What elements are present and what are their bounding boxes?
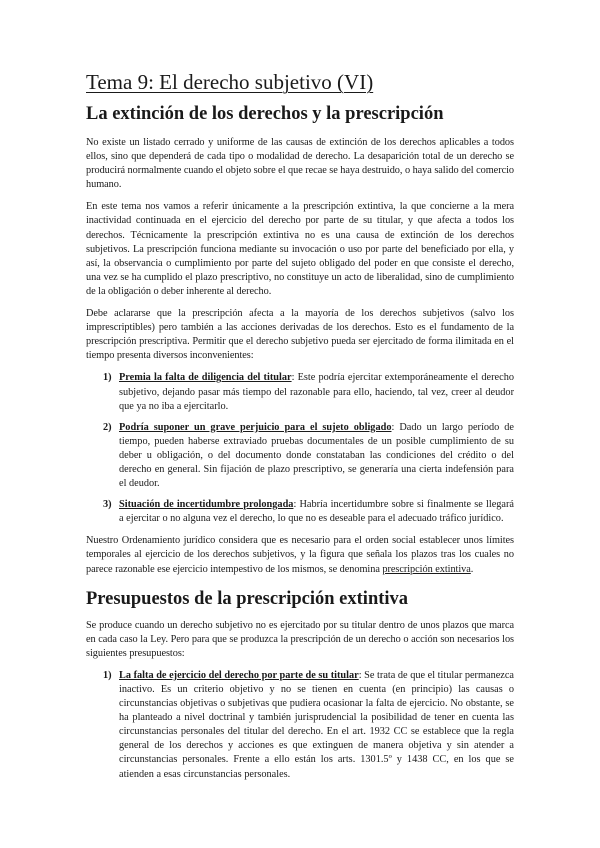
inconvenientes-list <box>86 371 514 526</box>
list-item-term: La falta de ejercicio del derecho por parte de su titular <box>119 669 359 681</box>
list-item-term: Situación de incertidumbre prolongada <box>119 499 294 511</box>
list-item-number: 3) <box>103 499 112 511</box>
list-item-text: : Habría incertidumbre sobre si finalmente se llegará a ejercitar o no alguna vez el derecho, lo que no es deseable para el adecuado tráfico jurídico. <box>119 499 515 525</box>
section-heading-presupuestos: Presupuestos de la prescripción extintiva <box>86 588 409 609</box>
paragraph-5: Se produce cuando un derecho subjetivo no es ejercitado por su titular dentro de unos plazos que marca en cada caso la Ley. Pero para que se produzca la prescripción de un derecho o acción son necesarios los siguientes presupuestos: <box>86 619 514 659</box>
paragraph-4-text: Nuestro Ordenamiento jurídico considera que es necesario para el orden social establecer unos límites temporales al ejercicio de los derechos subjetivos, y la figura que señala los plazos tras los cuales no parece razonable ese ejercicio intempestivo de los mismos, se denomina <box>86 535 514 575</box>
list-item-number: 1) <box>103 669 112 681</box>
paragraph-2: En este tema nos vamos a referir únicamente a la prescripción extintiva, la que concierne a la mera inactividad continuada en el ejercicio del derecho por parte de su titular, y que afecta a todos los derechos. Técnicamente la prescripción extintiva no es una causa de extinción de los derechos subjetivos. La prescripción funciona mediante su invocación o uso por parte del beneficiado por ella, y así, la observancia o cumplimiento por parte del sujeto obligado del poder en que consiste el derecho, una vez se ha cumplido el plazo prescriptivo, no constituye un acto de liberalidad, sino de cumplimiento de la obligación o deber inherente al derecho. <box>86 201 514 297</box>
prescripcion-extintiva-term: prescripción extintiva <box>382 563 471 575</box>
presupuestos-list <box>86 669 514 782</box>
list-item-number: 2) <box>103 421 112 433</box>
section-heading-extincion: La extinción de los derechos y la prescripción <box>86 104 444 124</box>
document-title: Tema 9: El derecho subjetivo (VI) <box>86 70 374 94</box>
paragraph-3: Debe aclararse que la prescripción afecta a la mayoría de los derechos subjetivos (salvo los imprescriptibles) pero también a las acciones derivadas de los derechos. Esto es el fundamento de la prescripción prescriptiva. Permitir que el derecho subjetivo pueda ser ejercitado de forma ilimitada en el tiempo presenta diversos inconvenientes: <box>86 308 514 362</box>
list-item <box>86 371 514 413</box>
paragraph-4-end: . <box>470 563 474 575</box>
list-item <box>86 669 514 782</box>
paragraph-4 <box>86 534 514 576</box>
list-item-text: : Este podría ejercitar extemporáneamente el derecho subjetivo, dejando pasar más tiempo del razonable para ello, haciendo, tal vez, creer al deudor que ya no iba a ejercitarlo. <box>119 372 514 412</box>
list-item-term: Premia la falta de diligencia del titular <box>119 372 292 384</box>
list-item-term: Podría suponer un grave perjuicio para el sujeto obligado <box>119 421 392 433</box>
list-item-text: : Dado un largo período de tiempo, pueden haberse extraviado pruebas documentales de un posible cumplimiento de su deber u obligación, o del documento donde constataban las condiciones del crédito o del derecho en general. Sin fijación de plazo prescriptivo, se generaría una cierta indefensión para el deudor. <box>119 421 514 490</box>
list-item <box>86 421 514 491</box>
list-item-text: : Se trata de que el titular permanezca inactivo. Es un criterio objetivo y no se tienen en cuenta (en principio) las causas o circunstancias objetivas o subjetivas que pudiera ocasionar la falta de ejercicio. No obstante, se ha planteado a nivel doctrinal y también jurisprudencial la posibilidad de tener en cuenta las circunstancias personales del titular del derecho. En el art. 1932 CC se establece que la regla general de los derechos y acciones es que extinguen de manera objetiva y sin atender a circunstancias personales. Frente a ello están los arts. 1301.5º y 1438 CC, en los que se atienden a esas circunstancias personales. <box>119 669 514 780</box>
list-item <box>86 498 514 526</box>
paragraph-1: No existe un listado cerrado y uniforme de las causas de extinción de los derechos aplicables a todos ellos, sino que dependerá de cada tipo o modalidad de derecho. La desaparición total de un derecho se producirá normalmente cuando el objeto sobre el que recae se haya destruido, o haya salido del comercio humano. <box>86 137 515 191</box>
list-item-number: 1) <box>103 372 112 384</box>
